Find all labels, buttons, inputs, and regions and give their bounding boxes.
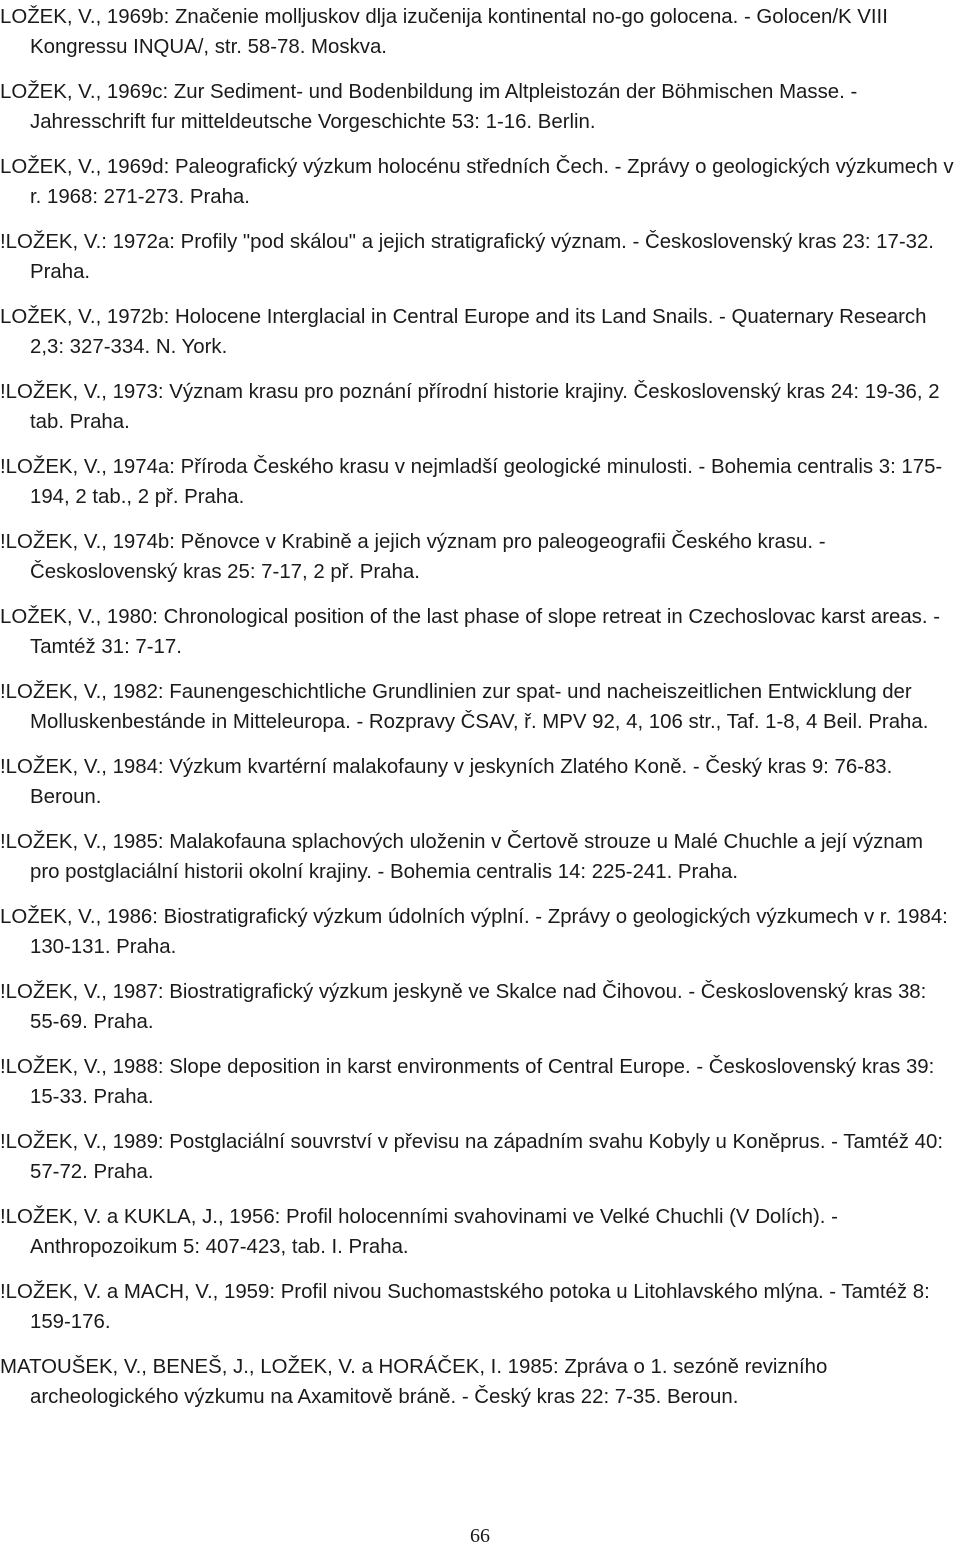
reference-entry: LOŽEK, V., 1972b: Holocene Interglacial in Central Europe and its Land Snails. - Quaternary Research 2,3: 327-334. N. York. [0, 306, 927, 358]
reference-entry: !LOŽEK, V., 1974a: Příroda Českého krasu v nejmladší geologické minulosti. - Bohemia centralis 3: 175-194, 2 tab., 2 př. Praha. [0, 456, 943, 508]
reference-entry: LOŽEK, V., 1969c: Zur Sediment- und Bodenbildung im Altpleistozán der Böhmischen Masse. - Jahresschrift fur mitteldeutsche Vorgeschichte 53: 1-16. Berlin. [0, 81, 858, 133]
reference-entry: LOŽEK, V., 1986: Biostratigrafický výzkum údolních výplní. - Zprávy o geologických výzkumech v r. 1984: 130-131. Praha. [0, 906, 948, 958]
reference-entry: !LOŽEK, V., 1989: Postglaciální souvrství v převisu na západním svahu Kobyly u Koněprus. - Tamtéž 40: 57-72. Praha. [0, 1131, 943, 1183]
reference-entry: LOŽEK, V., 1980: Chronological position of the last phase of slope retreat in Czechoslovac karst areas. - Tamtéž 31: 7-17. [0, 606, 940, 658]
reference-entry: !LOŽEK, V., 1988: Slope deposition in karst environments of Central Europe. - Československý kras 39: 15-33. Praha. [0, 1056, 935, 1108]
page-number: 66 [470, 1525, 490, 1547]
reference-entry: !LOŽEK, V., 1982: Faunengeschichtliche Grundlinien zur spat- und nacheiszeitlichen Entwicklung der Molluskenbestánde in Mitteleuropa. - Rozpravy ČSAV, ř. MPV 92, 4, 106 str., Taf. 1-8, 4 Beil. Praha. [0, 681, 929, 733]
reference-entry: !LOŽEK, V., 1984: Výzkum kvartérní malakofauny v jeskyních Zlatého Koně. - Český kras 9: 76-83. Beroun. [0, 756, 893, 808]
reference-entry: LOŽEK, V., 1969b: Značenie molljuskov dlja izučenija kontinental no-go golocena. - Golocen/K VIII Kongressu INQUA/, str. 58-78. Moskva. [0, 6, 888, 58]
reference-entry: !LOŽEK, V. a MACH, V., 1959: Profil nivou Suchomastského potoka u Litohlavského mlýna. - Tamtéž 8: 159-176. [0, 1281, 930, 1333]
bibliography-list [0, 3, 958, 1428]
reference-entry: !LOŽEK, V.: 1972a: Profily "pod skálou" a jejich stratigrafický význam. - Československý kras 23: 17-32. Praha. [0, 231, 934, 283]
reference-entry: MATOUŠEK, V., BENEŠ, J., LOŽEK, V. a HORÁČEK, I. 1985: Zpráva o 1. sezóně revizního archeologického výzkumu na Axamitově bráně. - Český kras 22: 7-35. Beroun. [0, 1356, 828, 1408]
reference-entry: !LOŽEK, V., 1973: Význam krasu pro poznání přírodní historie krajiny. Československý kras 24: 19-36, 2 tab. Praha. [0, 381, 940, 433]
reference-entry: !LOŽEK, V., 1985: Malakofauna splachových uloženin v Čertově strouze u Malé Chuchle a její význam pro postglaciální historii okolní krajiny. - Bohemia centralis 14: 225-241. Praha. [0, 831, 923, 883]
reference-entry: !LOŽEK, V. a KUKLA, J., 1956: Profil holocenními svahovinami ve Velké Chuchli (V Dolích). - Anthropozoikum 5: 407-423, tab. I. Praha. [0, 1206, 838, 1258]
reference-entry: !LOŽEK, V., 1974b: Pěnovce v Krabině a jejich význam pro paleogeografii Českého krasu. - Československý kras 25: 7-17, 2 př. Praha. [0, 531, 826, 583]
reference-entry: LOŽEK, V., 1969d: Paleografický výzkum holocénu středních Čech. - Zprávy o geologických výzkumech v r. 1968: 271-273. Praha. [0, 156, 954, 208]
reference-entry: !LOŽEK, V., 1987: Biostratigrafický výzkum jeskyně ve Skalce nad Čihovou. - Československý kras 38: 55-69. Praha. [0, 981, 927, 1033]
